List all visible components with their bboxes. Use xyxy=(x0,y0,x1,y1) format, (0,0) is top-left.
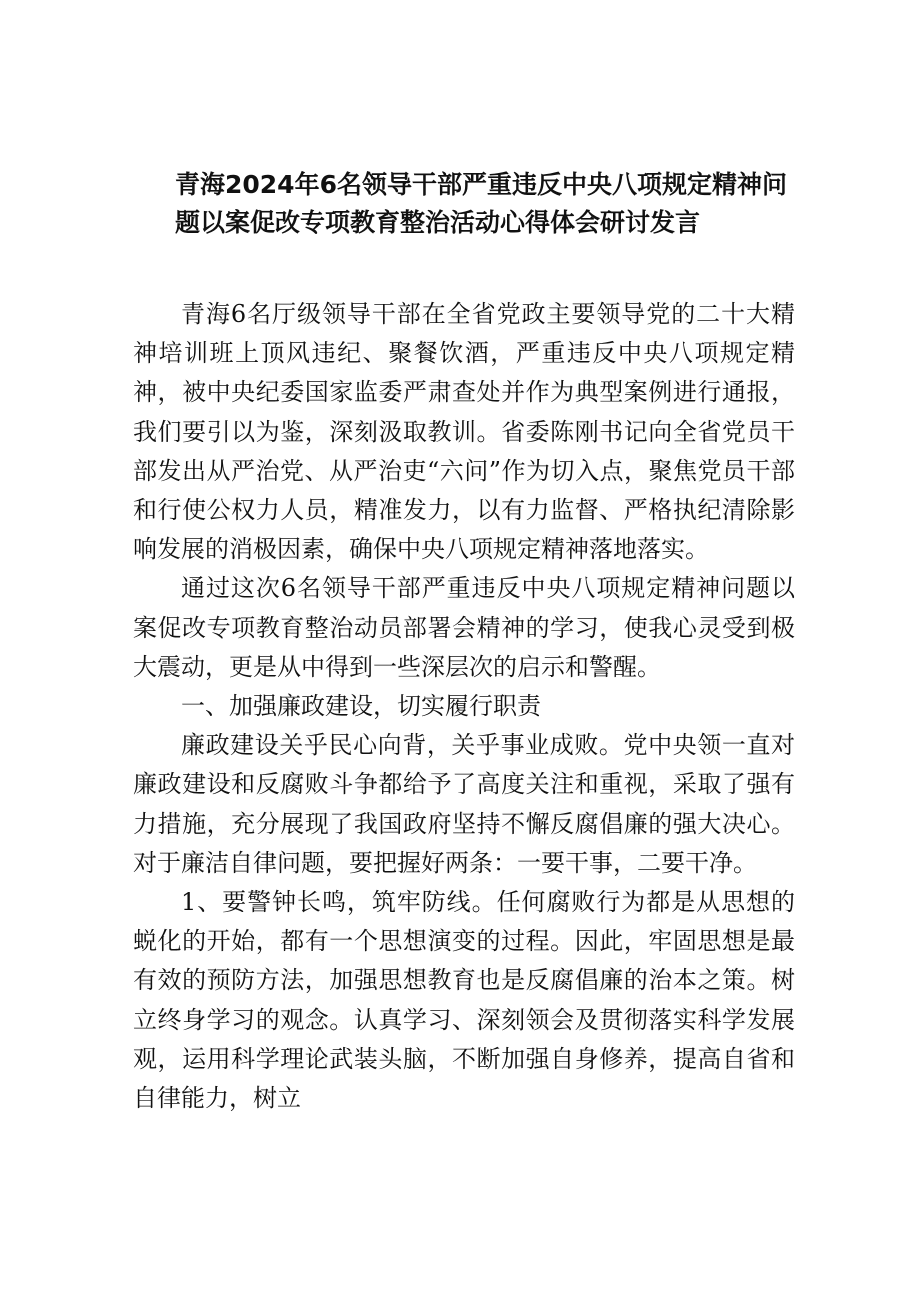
section-paragraph-2: 1、要警钟长鸣，筑牢防线。任何腐败行为都是从思想的蜕化的开始，都有一个思想演变的过程。因此，牢固思想是最有效的预防方法，加强思想教育也是反腐倡廉的治本之策。树立终身学习的观念。认真学习、深刻领会及贯彻落实科学发展观，运用科学理论武装头脑，不断加强自身修养，提高自省和自律能力，树立 xyxy=(133,888,795,1113)
document-title: 青海2024年6名领导干部严重违反中央八项规定精神问题以案促改专项教育整治活动心得体会研讨发言 xyxy=(175,170,787,237)
section-heading: 一、加强廉政建设，切实履行职责 xyxy=(181,692,541,721)
intro-paragraph-1: 青海6名厅级领导干部在全省党政主要领导党的二十大精神培训班上顶风违纪、聚餐饮酒，严重违反中央八项规定精神，被中央纪委国家监委严肃查处并作为典型案例进行通报，我们要引以为鉴，深刻汲取教训。省委陈刚书记向全省党员干部发出从严治党、从严治吏“六问”作为切入点，聚焦党员干部和行使公权力人员，精准发力，以有力监督、严格执纪清除影响发展的消极因素，确保中央八项规定精神落地落实。 xyxy=(133,300,795,564)
intro-paragraph-2: 通过这次6名领导干部严重违反中央八项规定精神问题以案促改专项教育整治动员部署会精神的学习，使我心灵受到极大震动，更是从中得到一些深层次的启示和警醒。 xyxy=(133,574,795,681)
document-body xyxy=(133,295,795,1118)
section-paragraph-1: 廉政建设关乎民心向背，关乎事业成败。党中央领一直对廉政建设和反腐败斗争都给予了高度关注和重视，采取了强有力措施，充分展现了我国政府坚持不懈反腐倡廉的强大决心。对于廉洁自律问题，要把握好两条：一要干事，二要干净。 xyxy=(133,731,795,877)
